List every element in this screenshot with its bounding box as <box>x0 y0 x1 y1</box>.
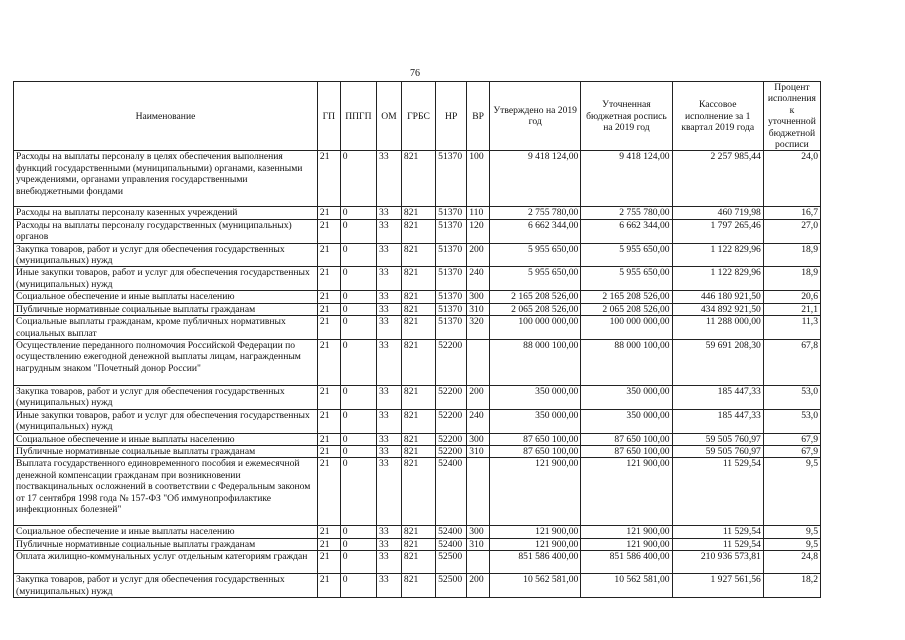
cell-nr: 52400 <box>436 538 467 550</box>
cell-gp: 21 <box>317 243 340 267</box>
cell-approved: 5 955 650,00 <box>490 267 581 291</box>
cell-refined: 2 165 208 526,00 <box>581 291 672 303</box>
cell-percent: 21,1 <box>763 303 820 315</box>
cell-nr: 51370 <box>436 219 467 243</box>
cell-approved: 121 900,00 <box>490 538 581 550</box>
cell-vr: 320 <box>467 316 490 340</box>
table-row <box>14 385 821 409</box>
cell-percent: 9,5 <box>763 538 820 550</box>
cell-cash: 1 122 829,96 <box>672 267 763 291</box>
cell-percent: 9,5 <box>763 458 820 526</box>
cell-grbs: 821 <box>401 267 435 291</box>
cell-om: 33 <box>377 385 402 409</box>
cell-vr: 100 <box>467 151 490 207</box>
table-row <box>14 207 821 219</box>
table-row <box>14 291 821 303</box>
cell-nr: 52200 <box>436 339 467 385</box>
cell-vr: 120 <box>467 219 490 243</box>
header-nr: НР <box>436 82 467 151</box>
cell-vr: 200 <box>467 385 490 409</box>
cell-cash: 185 447,33 <box>672 409 763 433</box>
cell-gp: 21 <box>317 267 340 291</box>
cell-name: Иные закупки товаров, работ и услуг для обеспечения государственных (муниципальных) нужд <box>14 409 318 433</box>
cell-nr: 52500 <box>436 574 467 598</box>
cell-vr <box>467 458 490 526</box>
header-cash: Кассовое исполнение за 1 квартал 2019 года <box>672 82 763 151</box>
cell-grbs: 821 <box>401 219 435 243</box>
cell-ppgp: 0 <box>340 551 376 574</box>
table-row <box>14 243 821 267</box>
cell-gp: 21 <box>317 303 340 315</box>
cell-approved: 2 065 208 526,00 <box>490 303 581 315</box>
cell-grbs: 821 <box>401 291 435 303</box>
cell-grbs: 821 <box>401 458 435 526</box>
cell-grbs: 821 <box>401 207 435 219</box>
cell-cash: 460 719,98 <box>672 207 763 219</box>
cell-ppgp: 0 <box>340 207 376 219</box>
cell-refined: 100 000 000,00 <box>581 316 672 340</box>
cell-percent: 53,0 <box>763 409 820 433</box>
cell-nr: 51370 <box>436 291 467 303</box>
cell-gp: 21 <box>317 526 340 538</box>
cell-vr: 240 <box>467 409 490 433</box>
header-grbs: ГРБС <box>401 82 435 151</box>
cell-name: Оплата жилищно-коммунальных услуг отдельным категориям граждан <box>14 551 318 574</box>
cell-gp: 21 <box>317 433 340 445</box>
cell-gp: 21 <box>317 291 340 303</box>
cell-om: 33 <box>377 316 402 340</box>
cell-name: Социальное обеспечение и иные выплаты населению <box>14 433 318 445</box>
table-row <box>14 151 821 207</box>
cell-approved: 9 418 124,00 <box>490 151 581 207</box>
table-row <box>14 574 821 598</box>
cell-approved: 851 586 400,00 <box>490 551 581 574</box>
cell-refined: 350 000,00 <box>581 385 672 409</box>
table-row <box>14 219 821 243</box>
cell-cash: 2 257 985,44 <box>672 151 763 207</box>
table-row <box>14 526 821 538</box>
cell-vr: 240 <box>467 267 490 291</box>
cell-ppgp: 0 <box>340 303 376 315</box>
cell-ppgp: 0 <box>340 409 376 433</box>
cell-grbs: 821 <box>401 538 435 550</box>
cell-om: 33 <box>377 151 402 207</box>
cell-gp: 21 <box>317 409 340 433</box>
cell-name: Расходы на выплаты персоналу казенных учреждений <box>14 207 318 219</box>
cell-nr: 52200 <box>436 433 467 445</box>
cell-name: Публичные нормативные социальные выплаты гражданам <box>14 303 318 315</box>
cell-ppgp: 0 <box>340 243 376 267</box>
cell-ppgp: 0 <box>340 574 376 598</box>
cell-refined: 2 755 780,00 <box>581 207 672 219</box>
cell-grbs: 821 <box>401 445 435 457</box>
table-row <box>14 339 821 385</box>
cell-ppgp: 0 <box>340 526 376 538</box>
cell-cash: 59 691 208,30 <box>672 339 763 385</box>
table-row <box>14 445 821 457</box>
header-gp: ГП <box>317 82 340 151</box>
cell-refined: 10 562 581,00 <box>581 574 672 598</box>
cell-vr: 310 <box>467 445 490 457</box>
cell-cash: 185 447,33 <box>672 385 763 409</box>
cell-grbs: 821 <box>401 551 435 574</box>
cell-approved: 350 000,00 <box>490 385 581 409</box>
cell-percent: 16,7 <box>763 207 820 219</box>
cell-approved: 5 955 650,00 <box>490 243 581 267</box>
cell-percent: 53,0 <box>763 385 820 409</box>
cell-vr: 300 <box>467 291 490 303</box>
cell-om: 33 <box>377 243 402 267</box>
cell-percent: 9,5 <box>763 526 820 538</box>
cell-cash: 11 529,54 <box>672 526 763 538</box>
cell-cash: 59 505 760,97 <box>672 445 763 457</box>
cell-percent: 11,3 <box>763 316 820 340</box>
cell-approved: 2 755 780,00 <box>490 207 581 219</box>
header-name: Наименование <box>14 82 318 151</box>
cell-grbs: 821 <box>401 151 435 207</box>
cell-percent: 18,9 <box>763 243 820 267</box>
cell-name: Выплата государственного единовременного пособия и ежемесячной денежной компенсации гражданам при возникновении поствакцинальных осложнений в соответствии с Федеральным законом от 17 сентября 1998 года № 157-ФЗ "Об иммунопрофилактике инфекционных болезней" <box>14 458 318 526</box>
table-row <box>14 538 821 550</box>
cell-cash: 1 927 561,56 <box>672 574 763 598</box>
cell-om: 33 <box>377 551 402 574</box>
cell-name: Социальные выплаты гражданам, кроме публичных нормативных социальных выплат <box>14 316 318 340</box>
cell-vr: 300 <box>467 526 490 538</box>
cell-percent: 18,9 <box>763 267 820 291</box>
cell-gp: 21 <box>317 551 340 574</box>
cell-refined: 2 065 208 526,00 <box>581 303 672 315</box>
cell-cash: 210 936 573,81 <box>672 551 763 574</box>
cell-refined: 87 650 100,00 <box>581 433 672 445</box>
cell-vr: 310 <box>467 303 490 315</box>
table-row <box>14 458 821 526</box>
cell-approved: 88 000 100,00 <box>490 339 581 385</box>
cell-vr: 200 <box>467 243 490 267</box>
cell-gp: 21 <box>317 316 340 340</box>
cell-approved: 87 650 100,00 <box>490 433 581 445</box>
cell-approved: 87 650 100,00 <box>490 445 581 457</box>
cell-om: 33 <box>377 409 402 433</box>
cell-refined: 87 650 100,00 <box>581 445 672 457</box>
budget-table <box>13 81 821 598</box>
cell-percent: 18,2 <box>763 574 820 598</box>
cell-ppgp: 0 <box>340 445 376 457</box>
cell-percent: 27,0 <box>763 219 820 243</box>
cell-refined: 5 955 650,00 <box>581 243 672 267</box>
cell-nr: 52200 <box>436 445 467 457</box>
cell-gp: 21 <box>317 151 340 207</box>
cell-gp: 21 <box>317 207 340 219</box>
cell-grbs: 821 <box>401 243 435 267</box>
cell-refined: 88 000 100,00 <box>581 339 672 385</box>
cell-name: Закупка товаров, работ и услуг для обеспечения государственных (муниципальных) нужд <box>14 574 318 598</box>
cell-cash: 446 180 921,50 <box>672 291 763 303</box>
cell-grbs: 821 <box>401 303 435 315</box>
header-refined: Уточненная бюджетная роспись на 2019 год <box>581 82 672 151</box>
header-om: ОМ <box>377 82 402 151</box>
cell-nr: 51370 <box>436 207 467 219</box>
cell-ppgp: 0 <box>340 267 376 291</box>
cell-vr: 200 <box>467 574 490 598</box>
table-row <box>14 316 821 340</box>
cell-refined: 121 900,00 <box>581 458 672 526</box>
cell-gp: 21 <box>317 574 340 598</box>
cell-grbs: 821 <box>401 385 435 409</box>
table-row <box>14 303 821 315</box>
cell-refined: 5 955 650,00 <box>581 267 672 291</box>
cell-om: 33 <box>377 267 402 291</box>
cell-nr: 52200 <box>436 385 467 409</box>
cell-name: Осуществление переданного полномочия Российской Федерации по осуществлению ежегодной денежной выплаты лицам, награжденным нагрудным знаком "Почетный донор России" <box>14 339 318 385</box>
cell-refined: 6 662 344,00 <box>581 219 672 243</box>
header-vr: ВР <box>467 82 490 151</box>
cell-refined: 9 418 124,00 <box>581 151 672 207</box>
cell-cash: 1 122 829,96 <box>672 243 763 267</box>
cell-name: Расходы на выплаты персоналу государственных (муниципальных) органов <box>14 219 318 243</box>
cell-nr: 51370 <box>436 303 467 315</box>
cell-grbs: 821 <box>401 433 435 445</box>
cell-refined: 851 586 400,00 <box>581 551 672 574</box>
cell-ppgp: 0 <box>340 385 376 409</box>
cell-om: 33 <box>377 526 402 538</box>
header-percent: Процент исполнения к уточненной бюджетной росписи <box>763 82 820 151</box>
cell-gp: 21 <box>317 385 340 409</box>
cell-om: 33 <box>377 219 402 243</box>
cell-grbs: 821 <box>401 526 435 538</box>
cell-cash: 1 797 265,46 <box>672 219 763 243</box>
cell-vr <box>467 339 490 385</box>
header-approved: Утверждено на 2019 год <box>490 82 581 151</box>
cell-approved: 350 000,00 <box>490 409 581 433</box>
table-row <box>14 409 821 433</box>
cell-cash: 59 505 760,97 <box>672 433 763 445</box>
cell-ppgp: 0 <box>340 316 376 340</box>
cell-cash: 11 288 000,00 <box>672 316 763 340</box>
cell-gp: 21 <box>317 445 340 457</box>
cell-approved: 100 000 000,00 <box>490 316 581 340</box>
cell-name: Публичные нормативные социальные выплаты гражданам <box>14 538 318 550</box>
cell-percent: 24,0 <box>763 151 820 207</box>
cell-gp: 21 <box>317 458 340 526</box>
cell-vr: 300 <box>467 433 490 445</box>
cell-percent: 24,8 <box>763 551 820 574</box>
cell-ppgp: 0 <box>340 538 376 550</box>
cell-approved: 10 562 581,00 <box>490 574 581 598</box>
cell-approved: 121 900,00 <box>490 458 581 526</box>
cell-name: Социальное обеспечение и иные выплаты населению <box>14 291 318 303</box>
cell-om: 33 <box>377 207 402 219</box>
header-ppgp: ППГП <box>340 82 376 151</box>
cell-om: 33 <box>377 574 402 598</box>
cell-refined: 350 000,00 <box>581 409 672 433</box>
cell-gp: 21 <box>317 538 340 550</box>
cell-name: Социальное обеспечение и иные выплаты населению <box>14 526 318 538</box>
cell-percent: 67,8 <box>763 339 820 385</box>
cell-name: Иные закупки товаров, работ и услуг для обеспечения государственных (муниципальных) нужд <box>14 267 318 291</box>
cell-ppgp: 0 <box>340 219 376 243</box>
cell-approved: 6 662 344,00 <box>490 219 581 243</box>
cell-nr: 52400 <box>436 458 467 526</box>
table-row <box>14 551 821 574</box>
cell-name: Закупка товаров, работ и услуг для обеспечения государственных (муниципальных) нужд <box>14 385 318 409</box>
cell-om: 33 <box>377 303 402 315</box>
cell-om: 33 <box>377 339 402 385</box>
cell-approved: 121 900,00 <box>490 526 581 538</box>
cell-cash: 434 892 921,50 <box>672 303 763 315</box>
cell-grbs: 821 <box>401 409 435 433</box>
cell-grbs: 821 <box>401 316 435 340</box>
cell-percent: 67,9 <box>763 445 820 457</box>
cell-name: Закупка товаров, работ и услуг для обеспечения государственных (муниципальных) нужд <box>14 243 318 267</box>
cell-nr: 52400 <box>436 526 467 538</box>
cell-name: Расходы на выплаты персоналу в целях обеспечения выполнения функций государственными (муниципальными) органами, казенными учреждениями, органами управления государственными внебюджетными фондами <box>14 151 318 207</box>
cell-approved: 2 165 208 526,00 <box>490 291 581 303</box>
page-number: 76 <box>410 68 420 79</box>
cell-om: 33 <box>377 445 402 457</box>
table-row <box>14 433 821 445</box>
cell-percent: 20,6 <box>763 291 820 303</box>
cell-ppgp: 0 <box>340 291 376 303</box>
cell-nr: 51370 <box>436 243 467 267</box>
cell-refined: 121 900,00 <box>581 526 672 538</box>
cell-grbs: 821 <box>401 339 435 385</box>
cell-ppgp: 0 <box>340 433 376 445</box>
cell-nr: 51370 <box>436 316 467 340</box>
table-row <box>14 267 821 291</box>
cell-grbs: 821 <box>401 574 435 598</box>
cell-refined: 121 900,00 <box>581 538 672 550</box>
cell-name: Публичные нормативные социальные выплаты гражданам <box>14 445 318 457</box>
cell-nr: 51370 <box>436 151 467 207</box>
cell-vr <box>467 551 490 574</box>
cell-om: 33 <box>377 291 402 303</box>
cell-om: 33 <box>377 433 402 445</box>
cell-cash: 11 529,54 <box>672 538 763 550</box>
cell-nr: 52500 <box>436 551 467 574</box>
cell-nr: 52200 <box>436 409 467 433</box>
cell-gp: 21 <box>317 339 340 385</box>
cell-vr: 310 <box>467 538 490 550</box>
cell-ppgp: 0 <box>340 151 376 207</box>
header-row <box>14 82 821 151</box>
cell-cash: 11 529,54 <box>672 458 763 526</box>
cell-percent: 67,9 <box>763 433 820 445</box>
cell-ppgp: 0 <box>340 339 376 385</box>
cell-nr: 51370 <box>436 267 467 291</box>
cell-gp: 21 <box>317 219 340 243</box>
cell-ppgp: 0 <box>340 458 376 526</box>
cell-om: 33 <box>377 458 402 526</box>
cell-om: 33 <box>377 538 402 550</box>
cell-vr: 110 <box>467 207 490 219</box>
